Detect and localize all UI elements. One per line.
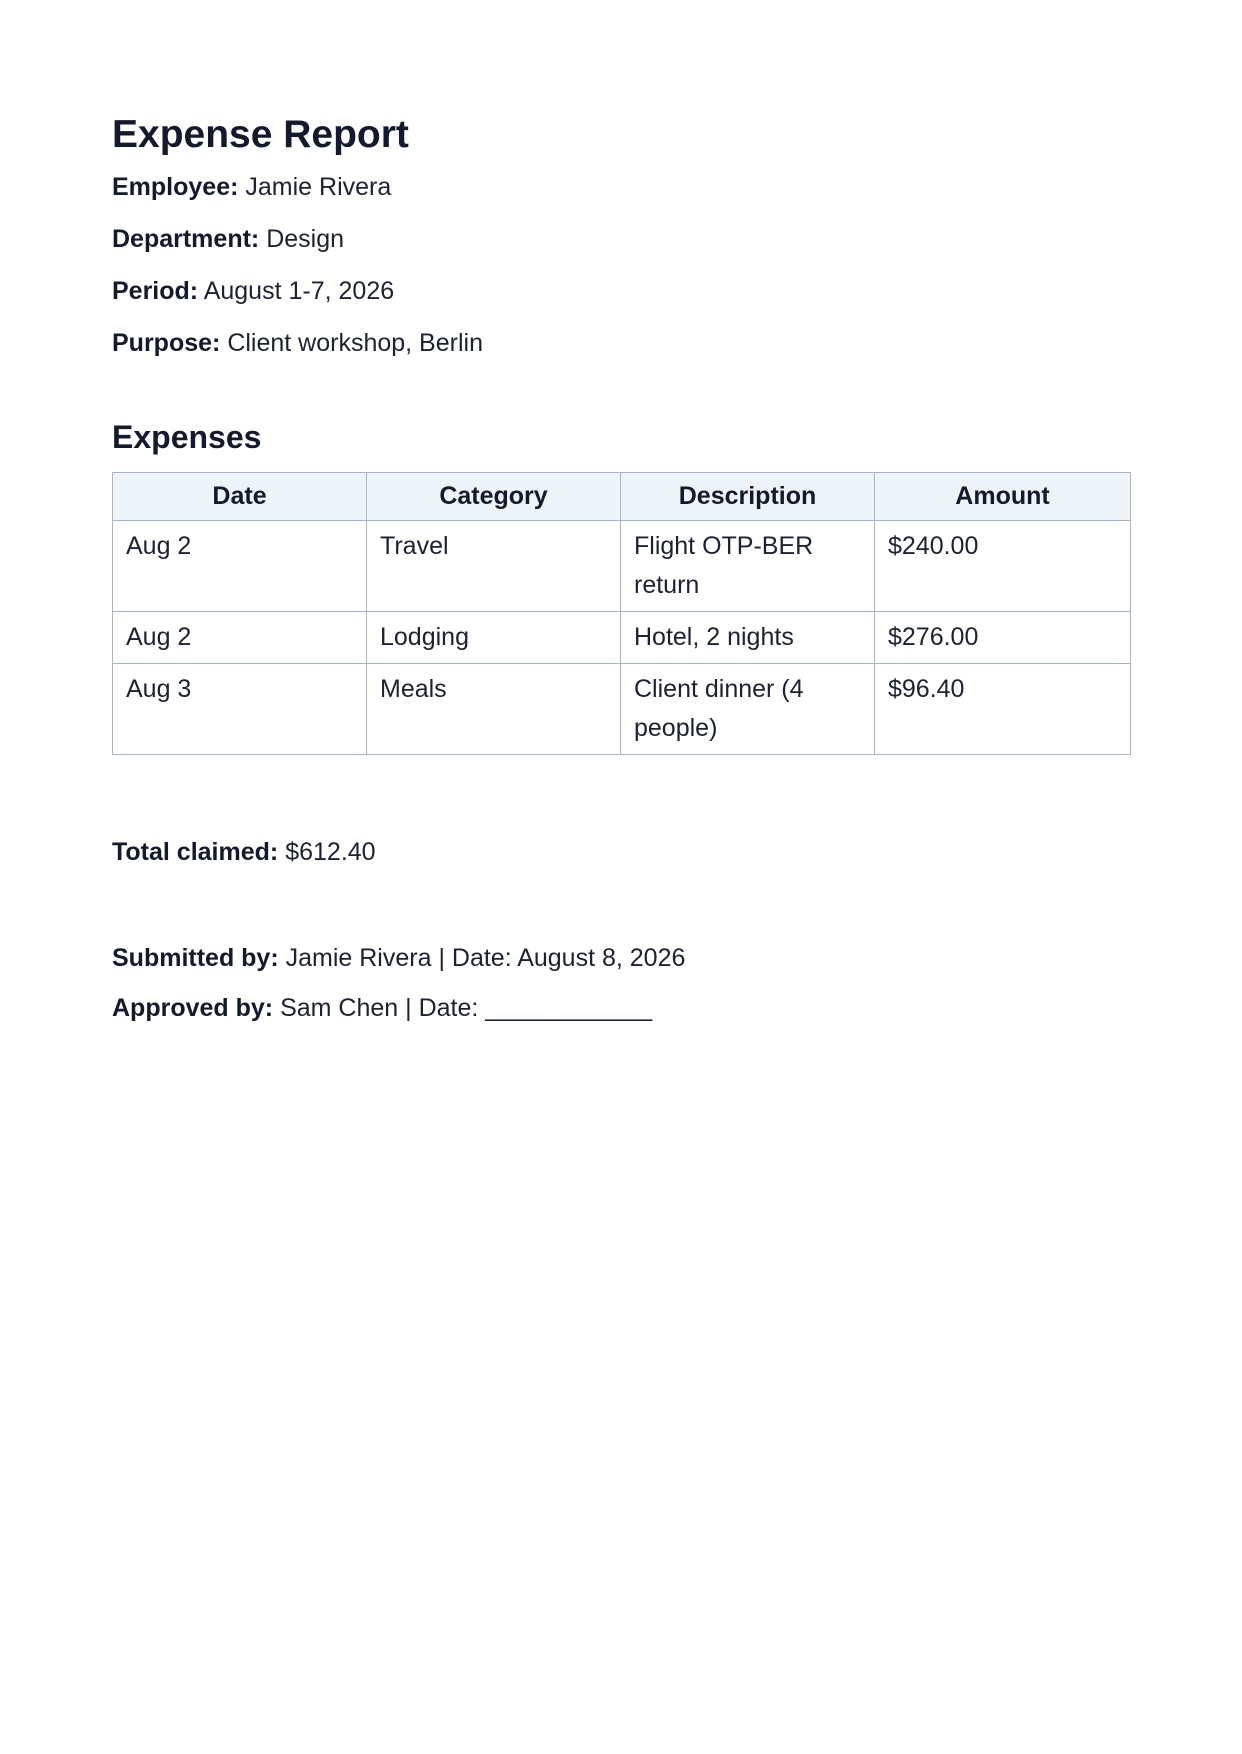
- submitted-by-label: Submitted by:: [112, 944, 279, 972]
- cell-amount: $240.00: [875, 521, 1131, 612]
- column-header-amount: Amount: [875, 473, 1131, 521]
- department-value: Design: [266, 225, 345, 253]
- cell-category: Lodging: [367, 612, 621, 664]
- employee-line: [112, 170, 1130, 204]
- purpose-line: [112, 326, 1130, 360]
- cell-date: Aug 2: [113, 521, 367, 612]
- purpose-label: Purpose:: [112, 329, 221, 357]
- total-claimed-label: Total claimed:: [112, 838, 279, 866]
- cell-amount: $96.40: [875, 664, 1131, 755]
- table-row: [113, 521, 1131, 612]
- column-header-date: Date: [113, 473, 367, 521]
- total-claimed-value: $612.40: [285, 838, 376, 866]
- approved-by-label: Approved by:: [112, 994, 274, 1022]
- cell-date: Aug 2: [113, 612, 367, 664]
- employee-label: Employee:: [112, 173, 239, 201]
- employee-value: Jamie Rivera: [245, 173, 392, 201]
- period-line: [112, 274, 1130, 308]
- page-title: Expense Report: [112, 113, 409, 156]
- expenses-table: [112, 472, 1131, 755]
- table-row: [113, 664, 1131, 755]
- cell-category: Travel: [367, 521, 621, 612]
- total-claimed-line: [112, 835, 1130, 869]
- department-label: Department:: [112, 225, 260, 253]
- column-header-description: Description: [621, 473, 875, 521]
- period-value: August 1-7, 2026: [203, 277, 395, 305]
- column-header-category: Category: [367, 473, 621, 521]
- cell-description: Flight OTP-BER return: [621, 521, 875, 612]
- submitted-by-value: Jamie Rivera | Date: August 8, 2026: [285, 944, 686, 972]
- table-header-row: [113, 473, 1131, 521]
- department-line: [112, 222, 1130, 256]
- cell-category: Meals: [367, 664, 621, 755]
- expense-report-document: [112, 110, 1130, 1025]
- expenses-heading: Expenses: [112, 419, 262, 455]
- cell-description: Client dinner (4 people): [621, 664, 875, 755]
- submitted-by-line: [112, 941, 1130, 975]
- purpose-value: Client workshop, Berlin: [227, 329, 483, 357]
- cell-amount: $276.00: [875, 612, 1131, 664]
- cell-date: Aug 3: [113, 664, 367, 755]
- approved-by-value: Sam Chen | Date: ____________: [280, 994, 653, 1022]
- table-row: [113, 612, 1131, 664]
- approved-by-line: [112, 991, 1130, 1025]
- cell-description: Hotel, 2 nights: [621, 612, 875, 664]
- period-label: Period:: [112, 277, 199, 305]
